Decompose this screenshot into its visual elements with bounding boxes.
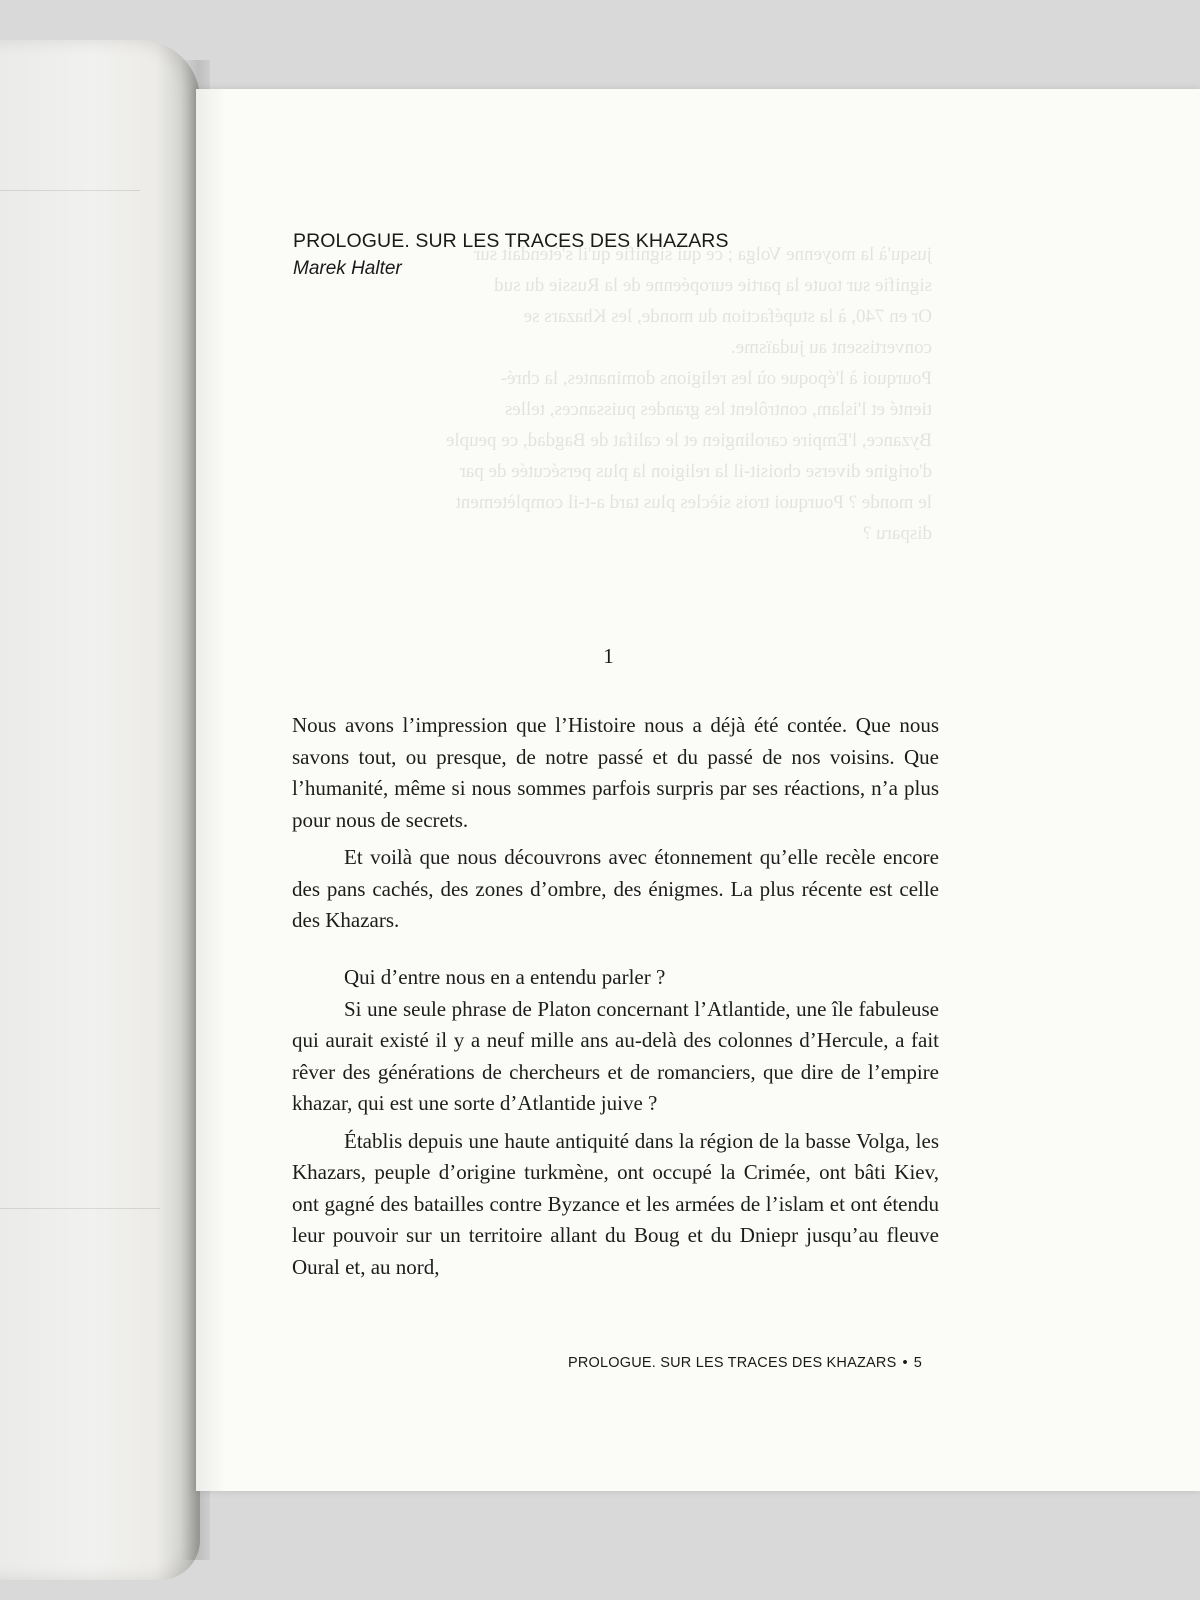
footer-separator: • [902,1355,908,1371]
paragraph: Qui d’entre nous en a entendu parler ? [344,965,666,989]
left-page-rule [0,190,140,191]
paragraph: Nous avons l’impression que l’Histoire nous a déjà été contée. Que nous savons tout, ou presque, de notre passé et du passé de nos voisins. Que l’humanité, même si nous sommes parfois surpris par ses réactions, n’a plus pour nous de secrets. [292,713,939,832]
previous-page [0,40,200,1580]
paragraph: Établis depuis une haute antiquité dans la région de la basse Volga, les Khazars, peuple d’origine turkmène, ont occupé la Crimée, ont bâti Kiev, ont gagné des batailles contre Byzance et les armées de l’islam et ont étendu leur pouvoir sur un territoire allant du Boug et du Dniepr jusqu’au fleuve Oural et, au nord, [292,1128,939,1279]
body-text-block-1 [292,710,939,937]
page-number: 5 [913,1355,922,1371]
body-text-block-2 [292,962,939,1283]
paragraph: Et voilà que nous découvrons avec étonnement qu’elle recèle encore des pans cachés, des zones d’ombre, des énigmes. La plus récente est celle des Khazars. [292,845,939,932]
paragraph: Si une seule phrase de Platon concernant l’Atlantide, une île fabuleuse qui aurait existé il y a neuf mille ans au-delà des colonnes d’Hercule, a fait rêver des générations de chercheurs et de romanciers, que dire de l’empire khazar, qui est une sorte d’Atlantide juive ? [292,996,939,1115]
show-through-text: jusqu'à la moyenne Volga ; ce qui signifie qu'il s'étendait sur signifie sur toute la partie européenne de la Russie du sud Or en 740, à la stupéfaction du monde, les Khazars se convertissent au judaïsme. Pourquoi à l'époque où les religions dominantes, la chré- tienté et l'islam, contrôlent les grandes puissances, telles Byzance, l'Empire carolingien et le califat de Bagdad, ce peuple d'origine diverse choisit-il la religion la plus persécutée de par le monde ? Pourquoi trois siècles plus tard a-t-il complètement disparu ? [445,244,932,544]
book-page [196,89,1200,1491]
chapter-title: PROLOGUE. SUR LES TRACES DES KHAZARS [293,230,729,252]
author-name: Marek Halter [293,258,402,279]
section-number: 1 [603,644,614,668]
footer-running-title: PROLOGUE. SUR LES TRACES DES KHAZARS [568,1355,897,1371]
left-page-rule [0,1208,160,1209]
running-footer [568,1355,922,1371]
